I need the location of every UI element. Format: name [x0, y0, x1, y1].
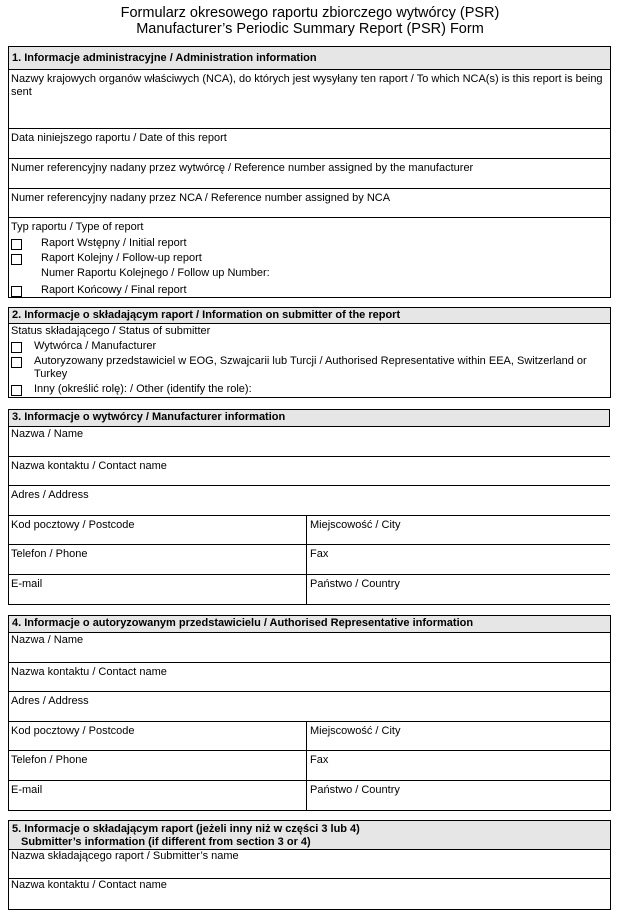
section-submitter-status: [8, 307, 611, 398]
representative-phone-label: Telefon / Phone: [11, 754, 88, 766]
submitter-name-label: Nazwa składającego raport / Submitter’s name: [11, 850, 239, 862]
other-role-checkbox[interactable]: [11, 385, 22, 396]
manufacturer-city-field[interactable]: [307, 516, 610, 544]
representative-country-label: Państwo / Country: [310, 784, 400, 796]
manufacturer-fax-field[interactable]: [307, 545, 610, 574]
manufacturer-postcode-field[interactable]: [9, 516, 307, 544]
submitter-contact-field[interactable]: [9, 879, 610, 909]
manufacturer-reference-field[interactable]: [9, 159, 610, 189]
manufacturer-phone-label: Telefon / Phone: [11, 548, 88, 560]
section-4-header: 4. Informacje o autoryzowanym przedstawicielu / Authorised Representative information: [9, 616, 610, 633]
representative-fax-field[interactable]: [307, 751, 610, 780]
representative-phone-field[interactable]: [9, 751, 307, 780]
representative-address-label: Adres / Address: [11, 695, 89, 707]
manufacturer-email-field[interactable]: [9, 575, 307, 604]
report-type-label: Typ raportu / Type of report: [11, 221, 144, 233]
manufacturer-email-country-row: [9, 575, 610, 604]
initial-report-checkbox[interactable]: [11, 239, 22, 250]
representative-postcode-field[interactable]: [9, 722, 307, 750]
representative-country-field[interactable]: [307, 781, 610, 810]
manufacturer-fax-label: Fax: [310, 548, 329, 560]
section-5-header: [9, 821, 610, 850]
manufacturer-postcode-label: Kod pocztowy / Postcode: [11, 519, 135, 531]
manufacturer-email-label: E-mail: [11, 578, 43, 590]
representative-postcode-label: Kod pocztowy / Postcode: [11, 725, 135, 737]
manufacturer-contact-label: Nazwa kontaktu / Contact name: [11, 460, 167, 472]
representative-contact-label: Nazwa kontaktu / Contact name: [11, 666, 167, 678]
manufacturer-name-field[interactable]: [9, 427, 610, 457]
followup-number-label: Numer Raportu Kolejnego / Follow up Number:: [41, 267, 270, 279]
representative-phone-fax-row: [9, 751, 610, 781]
representative-name-label: Nazwa / Name: [11, 634, 84, 646]
option-other-role[interactable]: Inny (określić rolę): / Other (identify the role):: [9, 383, 610, 396]
manufacturer-address-label: Adres / Address: [11, 489, 89, 501]
manufacturer-postcode-city-row: [9, 516, 610, 545]
report-date-label: Data niniejszego raportu / Date of this report: [11, 132, 227, 144]
authorised-representative-checkbox[interactable]: [11, 357, 22, 368]
representative-name-field[interactable]: [9, 633, 610, 663]
submitter-status-group: [9, 324, 610, 397]
manufacturer-phone-field[interactable]: [9, 545, 307, 574]
manufacturer-country-label: Państwo / Country: [310, 578, 400, 590]
followup-report-checkbox[interactable]: [11, 254, 22, 265]
representative-email-field[interactable]: [9, 781, 307, 810]
representative-contact-field[interactable]: [9, 663, 610, 692]
report-type-group: [9, 218, 610, 297]
representative-email-country-row: [9, 781, 610, 810]
manufacturer-country-field[interactable]: [307, 575, 610, 604]
manufacturer-checkbox[interactable]: [11, 342, 22, 353]
option-final-report[interactable]: Raport Końcowy / Final report: [9, 284, 610, 297]
section-manufacturer: [8, 409, 610, 605]
form-title: [0, 5, 620, 37]
manufacturer-contact-field[interactable]: [9, 457, 610, 486]
option-authorised-representative[interactable]: Autoryzowany przedstawiciel w EOG, Szwajcarii lub Turcji / Authorised Representative within EEA, Switzerland or Turkey: [9, 355, 610, 381]
form-title-polish: Formularz okresowego raportu zbiorczego wytwórcy (PSR): [120, 5, 500, 21]
form-title-english: Manufacturer’s Periodic Summary Report (PSR) Form: [136, 21, 484, 37]
nca-field[interactable]: [9, 70, 610, 129]
nca-label: Nazwy krajowych organów właściwych (NCA), do których jest wysyłany ten raport / To which NCA(s) is this report is being sent: [11, 73, 603, 98]
representative-fax-label: Fax: [310, 754, 329, 766]
manufacturer-reference-label: Numer referencyjny nadany przez wytwórcę / Reference number assigned by the manufacturer: [11, 162, 474, 174]
section-1-header: 1. Informacje administracyjne / Administration information: [9, 47, 610, 70]
representative-city-field[interactable]: [307, 722, 610, 750]
option-followup-report[interactable]: Raport Kolejny / Follow-up report: [9, 252, 610, 265]
nca-reference-label: Numer referencyjny nadany przez NCA / Reference number assigned by NCA: [11, 192, 391, 204]
manufacturer-city-label: Miejscowość / City: [310, 519, 401, 531]
submitter-status-label: Status składającego / Status of submitter: [11, 325, 211, 337]
manufacturer-name-label: Nazwa / Name: [11, 428, 84, 440]
representative-city-label: Miejscowość / City: [310, 725, 401, 737]
final-report-checkbox[interactable]: [11, 286, 22, 297]
section-3-header: 3. Informacje o wytwórcy / Manufacturer information: [9, 410, 610, 427]
report-date-field[interactable]: [9, 129, 610, 159]
section-5-header-line1: 5. Informacje o składającym raport (jeżeli inny niż w części 3 lub 4): [12, 823, 360, 835]
section-administration: [8, 46, 611, 298]
representative-postcode-city-row: [9, 722, 610, 751]
manufacturer-phone-fax-row: [9, 545, 610, 575]
nca-reference-field[interactable]: [9, 189, 610, 218]
option-initial-report[interactable]: Raport Wstępny / Initial report: [9, 237, 610, 250]
section-submitter-information: [8, 820, 611, 910]
section-2-header: 2. Informacje o składającym raport / Information on submitter of the report: [9, 308, 610, 324]
submitter-name-field[interactable]: [9, 850, 610, 879]
manufacturer-address-field[interactable]: [9, 486, 610, 516]
section-5-header-line2: Submitter’s information (if different from section 3 or 4): [21, 836, 311, 848]
representative-email-label: E-mail: [11, 784, 43, 796]
section-authorised-representative: [8, 615, 611, 811]
submitter-contact-label: Nazwa kontaktu / Contact name: [11, 879, 167, 891]
option-manufacturer[interactable]: Wytwórca / Manufacturer: [9, 340, 610, 353]
representative-address-field[interactable]: [9, 692, 610, 722]
